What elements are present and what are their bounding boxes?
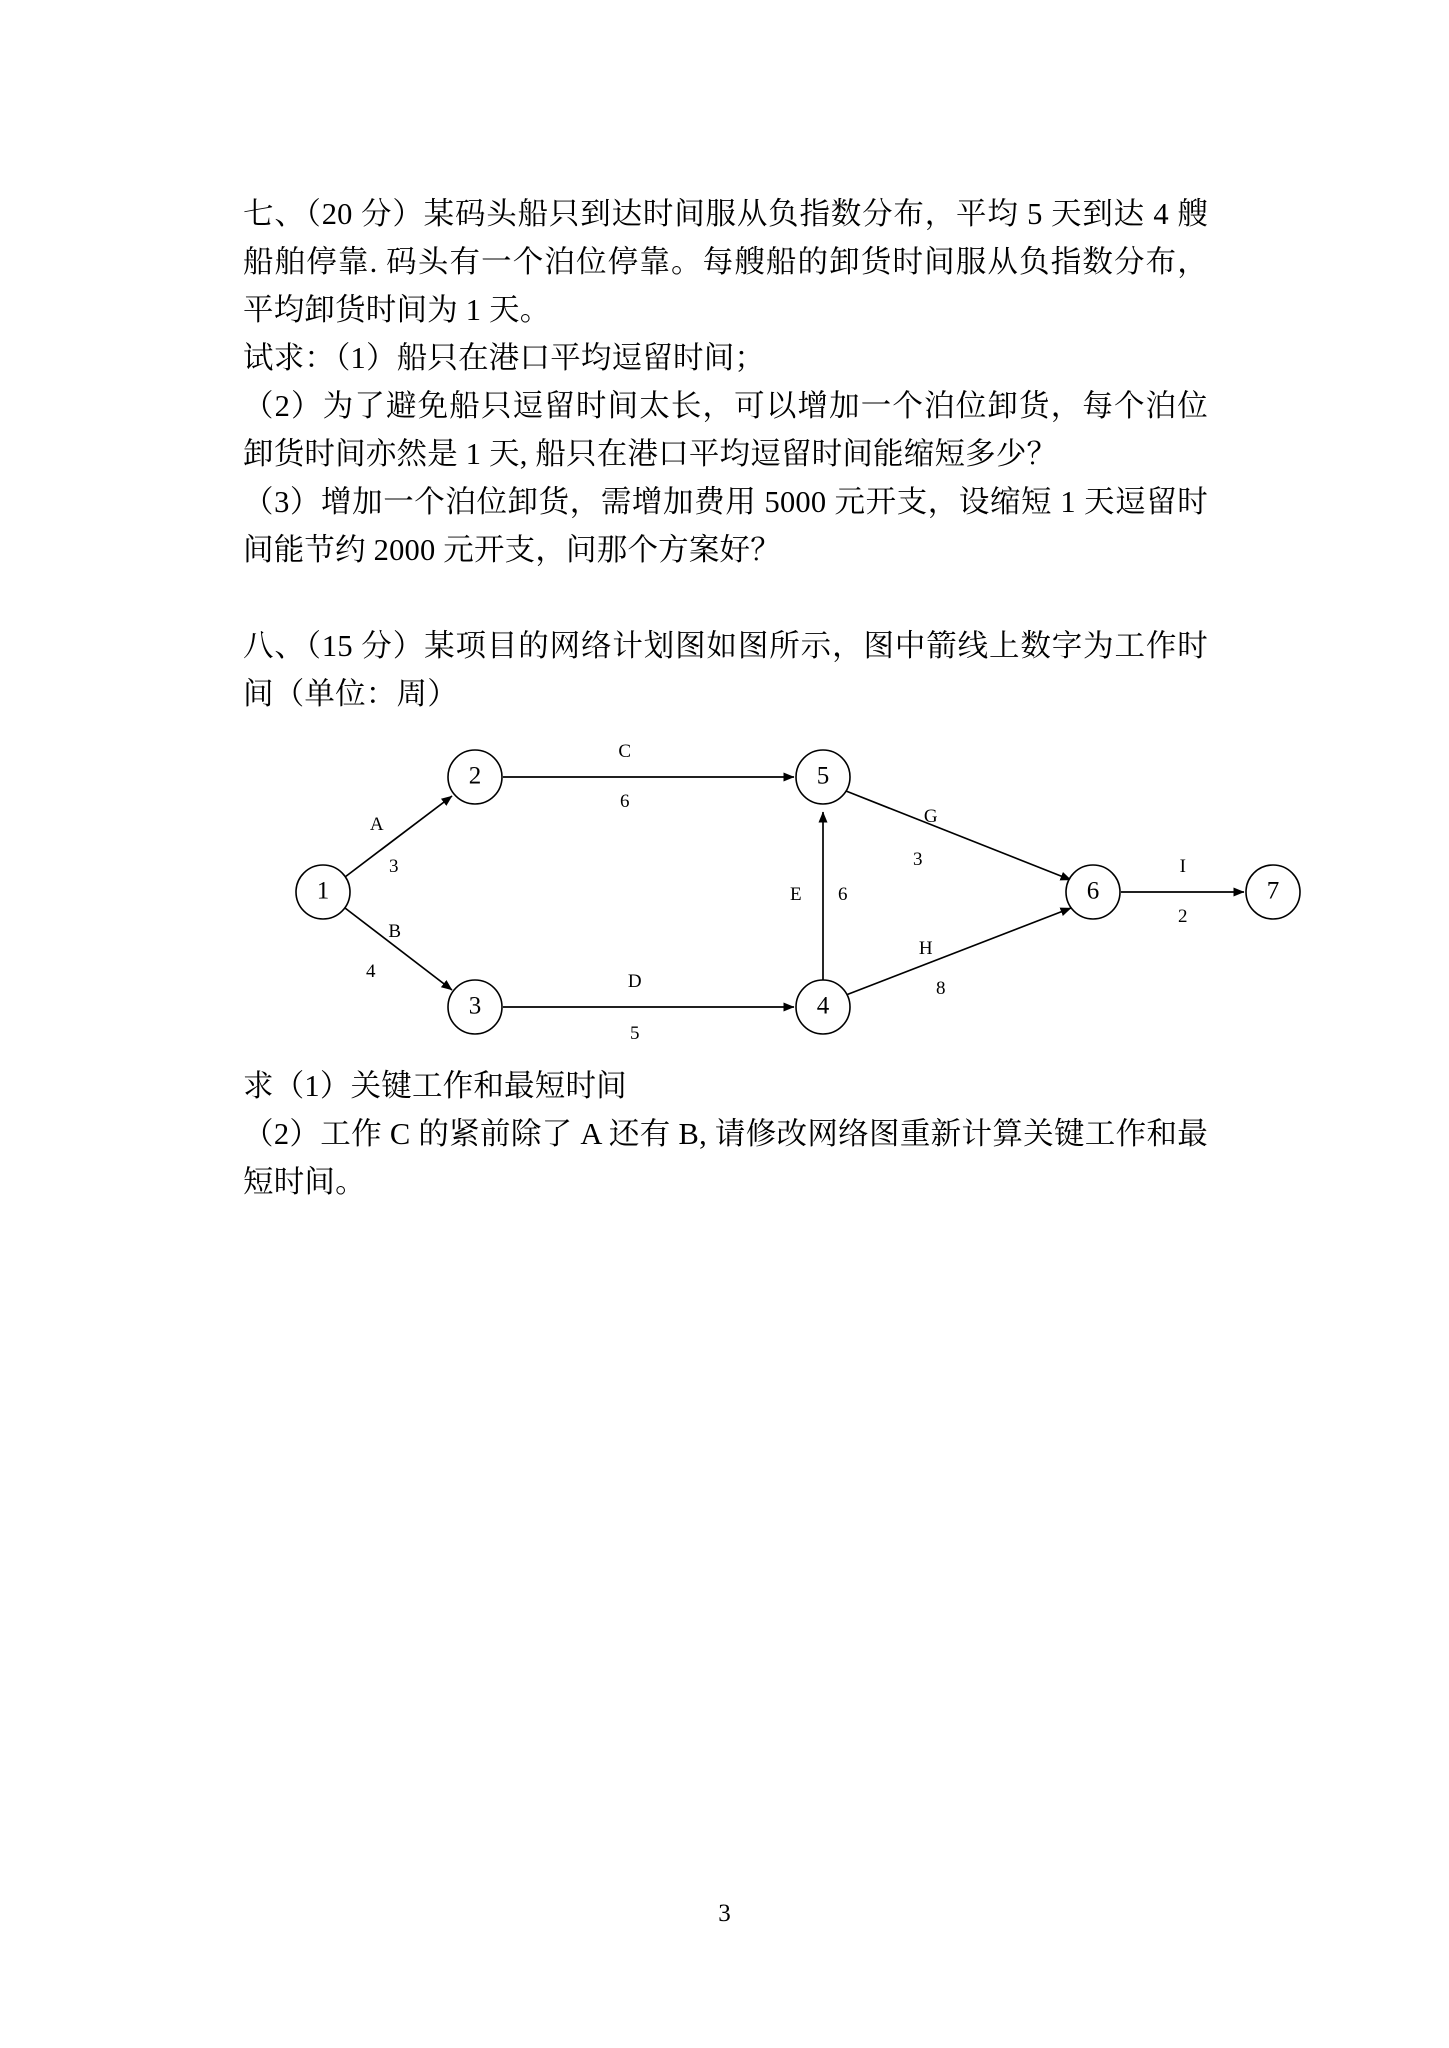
network-diagram [253,732,1353,1062]
edge-c-activity-label: C [618,741,632,762]
edge-g-duration-label: 3 [913,849,923,870]
node-3 [448,980,502,1034]
edge-a-activity-label: A [369,814,385,835]
edge-g-activity-label: G [923,806,939,827]
edge-b-duration-label: 4 [366,961,376,982]
page-number: 3 [718,1900,731,1927]
section-seven [243,190,1208,574]
edge-a-duration-label: 3 [389,856,399,877]
edge-g [846,791,1071,880]
section-eight-question-2: （2）工作 C 的紧前除了 A 还有 B, 请修改网络图重新计算关键工作和最短时间。 [243,1117,1208,1199]
section-eight-statement: 八、（15 分）某项目的网络计划图如图所示，图中箭线上数字为工作时间（单位：周） [243,629,1208,711]
edge-i [1121,856,1244,927]
edge-h-activity-label: H [918,938,934,959]
node-6 [1066,865,1120,919]
edge-c-duration-label: 6 [620,791,630,812]
section-seven-statement: 七、（20 分）某码头船只到达时间服从负指数分布，平均 5 天到达 4 艘船舶停靠. 码头有一个泊位停靠。每艘船的卸货时间服从负指数分布，平均卸货时间为 1 天。 [243,197,1208,327]
section-seven-question-1: 试求：（1）船只在港口平均逗留时间； [243,341,766,375]
edge-d [503,971,794,1044]
edge-e [790,812,848,980]
edge-e-duration-label: 6 [838,884,848,905]
edge-e-activity-label: E [789,884,803,905]
edge-i-activity-label: I [1179,856,1187,877]
node-2-label: 2 [468,762,482,790]
node-3-label: 3 [468,992,482,1020]
edge-h [846,908,1071,999]
edge-a [345,796,452,877]
edge-d-duration-label: 5 [630,1023,640,1044]
node-5-label: 5 [816,762,830,790]
edge-b [345,908,452,990]
node-7 [1246,865,1300,919]
section-eight-question-1: 求（1）关键工作和最短时间 [243,1069,627,1103]
section-seven-question-3: （3）增加一个泊位卸货，需增加费用 5000 元开支，设缩短 1 天逗留时间能节约 2000 元开支，问那个方案好？ [243,485,1208,567]
section-seven-question-2: （2）为了避免船只逗留时间太长，可以增加一个泊位卸货，每个泊位卸货时间亦然是 1 天, 船只在港口平均逗留时间能缩短多少？ [243,389,1208,471]
node-5 [796,750,850,804]
edge-i-duration-label: 2 [1178,906,1188,927]
edge-b-activity-label: B [388,921,402,942]
section-spacer [243,574,1208,622]
edge-c [503,741,794,812]
network-diagram-svg [253,732,1353,1062]
page-content [243,190,1280,1206]
node-6-label: 6 [1086,877,1100,905]
edge-h-duration-label: 8 [936,978,946,999]
node-2 [448,750,502,804]
node-7-label: 7 [1266,877,1280,905]
node-4-label: 4 [816,992,830,1020]
section-eight [243,622,1280,1206]
edge-d-activity-label: D [627,971,643,992]
node-1-label: 1 [316,877,330,905]
node-4 [796,980,850,1034]
node-1 [296,865,350,919]
